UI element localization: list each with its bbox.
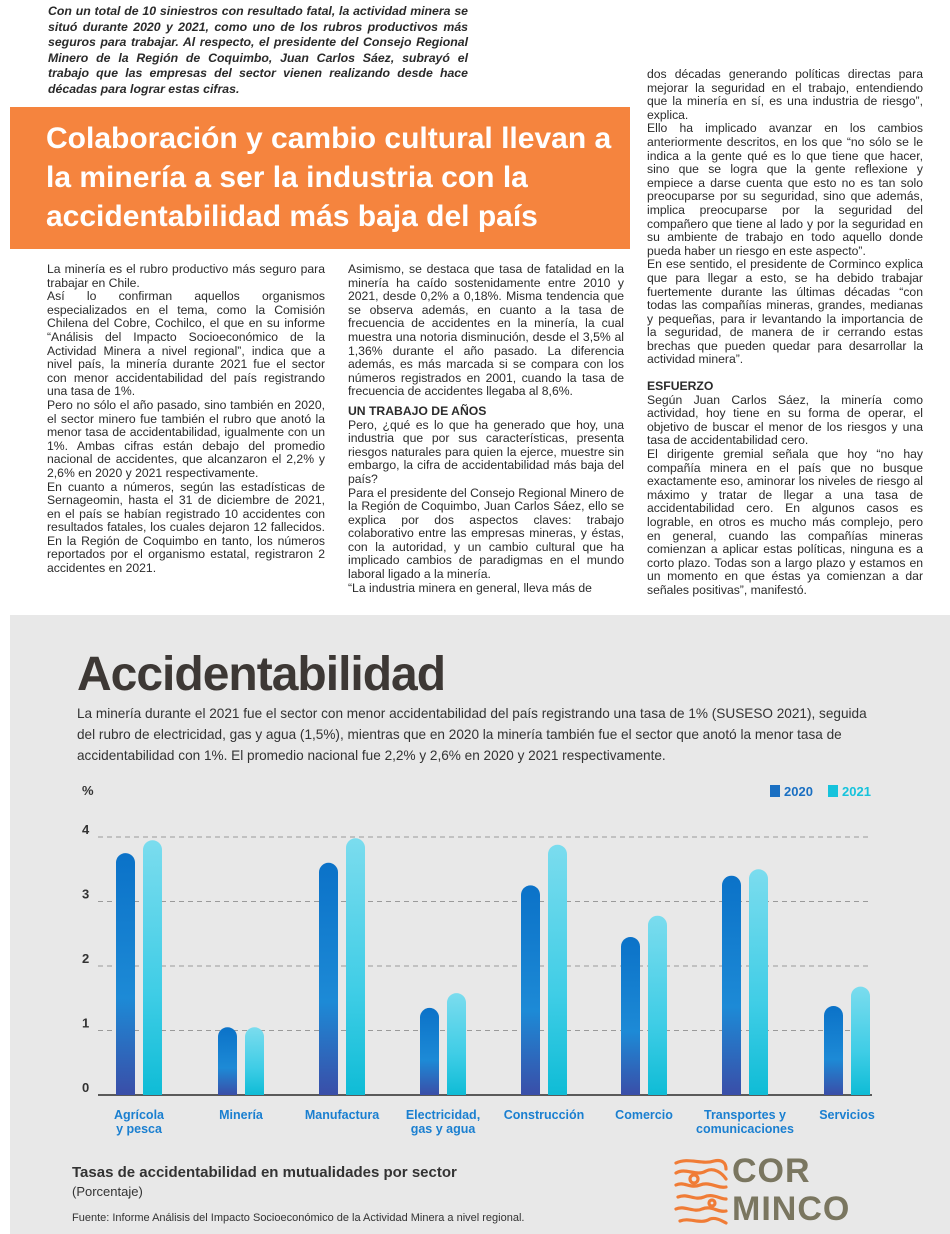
x-category-label: Servicios bbox=[819, 1108, 875, 1122]
x-category-label: Construcción bbox=[503, 1108, 585, 1122]
bar-2020-5 bbox=[621, 937, 640, 1095]
x-category-label: Transportes y comunicaciones bbox=[696, 1108, 794, 1136]
chart-caption-title: Tasas de accidentabilidad en mutualidades por sector bbox=[72, 1164, 457, 1181]
logo-text-line-2: MINCO bbox=[732, 1190, 851, 1228]
bar-2021-6 bbox=[749, 869, 768, 1095]
paragraph: Pero, ¿qué es lo que ha generado que hoy, una industria que por sus características, presenta riesgos naturales para quien la ejerce, muestre sin embargo, la cifra de accidentabilidad más baja del país? bbox=[348, 417, 624, 486]
legend-swatch-2020 bbox=[770, 785, 780, 797]
bar-2021-0 bbox=[143, 840, 162, 1095]
y-tick-label: 0 bbox=[82, 1080, 90, 1095]
infographic-box bbox=[10, 615, 950, 1234]
infographic-description: La minería durante el 2021 fue el sector con menor accidentabilidad del país registrando una tasa de 1% (SUSESO 2021), seguida del rubro de electricidad, gas y agua (1,5%), mientras que en 2020 la minería también fue el sector que anotó la menor tasa de accidentabilidad con 1%. El promedio nacional fue 2,2% y 2,6% en 2020 y 2021 respectivamente. bbox=[77, 706, 867, 763]
bar-2021-7 bbox=[851, 987, 870, 1095]
bar-2021-5 bbox=[648, 916, 667, 1095]
y-tick-label: 1 bbox=[82, 1015, 90, 1031]
y-tick-label: 3 bbox=[82, 886, 90, 902]
paragraph: “La industria minera en general, lleva más de bbox=[348, 580, 592, 595]
bar-2021-3 bbox=[447, 993, 466, 1095]
paragraph: El dirigente gremial señala que hoy “no hay compañía minera en el país que no busque exactamente eso, aminorar los niveles de riesgo al máximo y tratar de llegar a una tasa de accidentabilidad cero. En algunos casos es lograble, en otros es mucho más complejo, pero en general, cuando las compañías mineras comienzan a aplicar estas políticas, ninguna es a corto plazo. Todas son a largo plazo y estamos en un momento en que éstas ya comienzan a dar señales positivas”, manifestó. bbox=[647, 447, 923, 597]
bar-chart bbox=[10, 615, 950, 1155]
y-tick-label: 4 bbox=[82, 822, 90, 837]
x-category-label: Comercio bbox=[615, 1108, 673, 1122]
legend-label-2020: 2020 bbox=[784, 784, 813, 799]
headline-banner bbox=[10, 107, 630, 249]
paragraph: Según Juan Carlos Sáez, la minería como actividad, hoy tiene en su forma de operar, el objetivo de buscar el menor de los riesgos y una tasa de accidentabilidad cero. bbox=[647, 392, 923, 448]
paragraph: La minería es el rubro productivo más seguro para trabajar en Chile. bbox=[47, 262, 325, 290]
bar-2020-2 bbox=[319, 863, 338, 1095]
paragraph: Asimismo, se destaca que tasa de fatalidad en la minería ha caído sostenidamente entre 2010 y 2021, desde 0,2% a 0,18%. Misma tendencia que se observa además, en cuanto a la tasa de frecuencia de accidentes en la minería, la cual muestra una notoria disminución, desde el 3,5% al 1,36% durante el año pasado. La diferencia además, es más marcada si se compara con los números registrados en 2001, cuando la tasa de frecuencia de accidentes llegaba al 8,6%. bbox=[348, 262, 624, 399]
x-category-label: Agrícola y pesca bbox=[113, 1108, 165, 1136]
article-column-2 bbox=[348, 263, 624, 595]
paragraph: Para el presidente del Consejo Regional Minero de la Región de Coquimbo, Juan Carlos Sáez, ello se explica por dos aspectos claves: trabajo colaborativo entre las empresas mineras, y éstas, con la autoridad, y un cambio cultural que ha implicado cambios de paradigmas en el mundo laboral ligado a la minería. bbox=[348, 485, 624, 582]
logo-text-line-1: COR bbox=[732, 1152, 811, 1190]
headline: Colaboración y cambio cultural llevan a la minería a ser la industria con la accidentabilidad más baja del país bbox=[46, 122, 612, 233]
lead-paragraph: Con un total de 10 siniestros con resultado fatal, la actividad minera se situó durante 2020 y 2021, como uno de los rubros productivos más seguros para trabajar. Al respecto, el presidente del Consejo Regional Minero de la Región de Coquimbo, Juan Carlos Sáez, subrayó el trabajo que las empresas del sector vienen realizando desde hace décadas para lograr estas cifras. bbox=[48, 4, 468, 96]
corminco-logo bbox=[672, 1151, 892, 1231]
paragraph: Ello ha implicado avanzar en los cambios anteriormente descritos, en los que “no sólo se le indica a la gente qué es lo que tiene que hacer, sino que se logra que la gente reflexione y empiece a darse cuenta que esto no es tan solo preocuparse por su seguridad, sino que además, implica preocuparse por la seguridad del compañero que tiene al lado y por la seguridad en su ambiente de trabajo en todo aquello donde pueda haber un riesgo en este aspecto”. bbox=[647, 121, 923, 258]
legend-swatch-2021 bbox=[828, 785, 838, 797]
bar-2020-3 bbox=[420, 1008, 439, 1095]
bar-2021-4 bbox=[548, 845, 567, 1095]
article-column-1 bbox=[47, 263, 325, 576]
bar-2020-4 bbox=[521, 885, 540, 1095]
bar-2021-1 bbox=[245, 1027, 264, 1095]
paragraph: Pero no sólo el año pasado, sino también en 2020, el sector minero fue también el rubro que anotó la menor tasa de accidentabilidad, igualmente con un 1%. Ambas cifras están debajo del promedio nacional de accidentes, que alcanzaron el 2,2% y 2,6% en 2020 y 2021 respectivamente. bbox=[47, 397, 325, 480]
topographic-logo-icon bbox=[672, 1155, 730, 1227]
bar-2020-7 bbox=[824, 1006, 843, 1095]
x-category-label: Electricidad, gas y agua bbox=[405, 1108, 481, 1136]
bar-2020-0 bbox=[116, 853, 135, 1095]
section-heading: ESFUERZO bbox=[647, 379, 714, 394]
legend-label-2021: 2021 bbox=[842, 784, 871, 799]
x-category-label: Minería bbox=[219, 1108, 263, 1122]
bar-2021-2 bbox=[346, 838, 365, 1095]
article-column-3 bbox=[647, 68, 923, 598]
paragraph: dos décadas generando políticas directas para mejorar la seguridad en el trabajo, entendiendo que la minería en sí, es una industria de riesgo”, explica. bbox=[647, 67, 923, 122]
bar-2020-1 bbox=[218, 1027, 237, 1095]
paragraph: En cuanto a números, según las estadísticas de Sernageomin, hasta el 31 de diciembre de 2021, en el país se habían registrado 10 accidentes con resultados fatales, los cuales dejaron 12 fallecidos. En la Región de Coquimbo en tanto, los números reportados por el organismo estatal, registraron 2 accidentes en 2021. bbox=[47, 479, 325, 576]
paragraph: En ese sentido, el presidente de Corminco explica que para llegar a esto, se ha debido trabajar fuertemente durante las últimas décadas “con todas las compañías mineras, grandes, medianas y pequeñas, para ir levantando la importancia de la seguridad, de manera de ir cerrando estas brechas que pueden quedar para desarrollar la actividad minera”. bbox=[647, 257, 923, 367]
paragraph: Así lo confirman aquellos organismos especializados en el tema, como la Comisión Chilena del Cobre, Cochilco, el que en su informe “Análisis del Impacto Socioeconómico de la Actividad Minera a nivel regional”, indica que a nivel país, la minería durante 2021 fue el sector con menor accidentabilidad del país registrando una tasa de 1%. bbox=[47, 289, 325, 399]
infographic-title: Accidentabilidad bbox=[77, 648, 446, 701]
chart-caption-subtitle: (Porcentaje) bbox=[72, 1184, 143, 1199]
section-heading: UN TRABAJO DE AÑOS bbox=[348, 403, 487, 418]
y-axis-label: % bbox=[82, 783, 94, 798]
y-tick-label: 2 bbox=[82, 951, 90, 966]
bar-2020-6 bbox=[722, 876, 741, 1095]
chart-source: Fuente: Informe Análisis del Impacto Socioeconómico de la Actividad Minera a nivel regional. bbox=[72, 1212, 525, 1224]
x-category-label: Manufactura bbox=[304, 1108, 380, 1122]
